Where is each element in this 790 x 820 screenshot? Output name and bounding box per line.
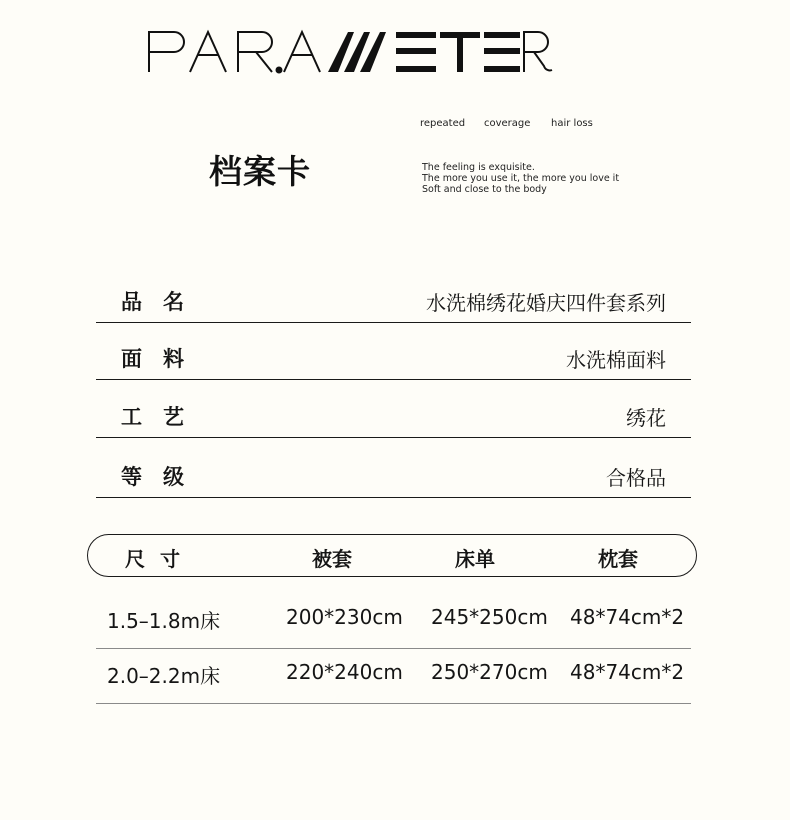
size-cell-bed-sheet: 250*270cm — [431, 660, 548, 684]
tagline-line-2: The more you use it, the more you love it — [422, 173, 620, 184]
size-cell-pillowcase: 48*74cm*2 — [570, 605, 685, 629]
spec-row-fabric — [96, 335, 691, 380]
spec-value: 水洗棉绣花婚庆四件套系列 — [426, 291, 666, 315]
size-header-size: 尺 寸 — [125, 547, 184, 571]
spec-label: 品名 — [121, 290, 205, 314]
card-title: 档案卡 — [209, 152, 311, 191]
spec-value: 水洗棉面料 — [566, 348, 666, 372]
size-cell-pillowcase: 48*74cm*2 — [570, 660, 685, 684]
size-header-bed-sheet: 床单 — [455, 547, 495, 571]
spec-label: 面料 — [121, 347, 205, 371]
spec-label: 等级 — [121, 465, 205, 489]
spec-label: 工艺 — [121, 405, 205, 429]
spec-row-grade — [96, 453, 691, 498]
size-cell-bed-sheet: 245*250cm — [431, 605, 548, 629]
spec-value: 绣花 — [626, 406, 666, 430]
spec-row-product-name — [96, 278, 691, 323]
size-header-pillowcase: 枕套 — [598, 547, 638, 571]
tagline-line-3: Soft and close to the body — [422, 184, 547, 195]
tag-hair-loss: hair loss — [551, 118, 593, 129]
size-header-duvet-cover: 被套 — [312, 547, 352, 571]
size-cell-bed: 2.0–2.2m床 — [107, 664, 221, 688]
size-cell-duvet-cover: 220*240cm — [286, 660, 403, 684]
tagline-line-1: The feeling is exquisite. — [422, 162, 535, 173]
spec-value: 合格品 — [606, 466, 666, 490]
spec-row-craft — [96, 393, 691, 438]
size-cell-bed: 1.5–1.8m床 — [107, 609, 221, 633]
size-cell-duvet-cover: 200*230cm — [286, 605, 403, 629]
table-row — [96, 593, 691, 649]
table-row — [96, 648, 691, 704]
tag-coverage: coverage — [484, 118, 531, 129]
size-table-header — [87, 534, 697, 577]
parameter-logo — [148, 28, 554, 76]
tag-repeated: repeated — [420, 118, 466, 129]
